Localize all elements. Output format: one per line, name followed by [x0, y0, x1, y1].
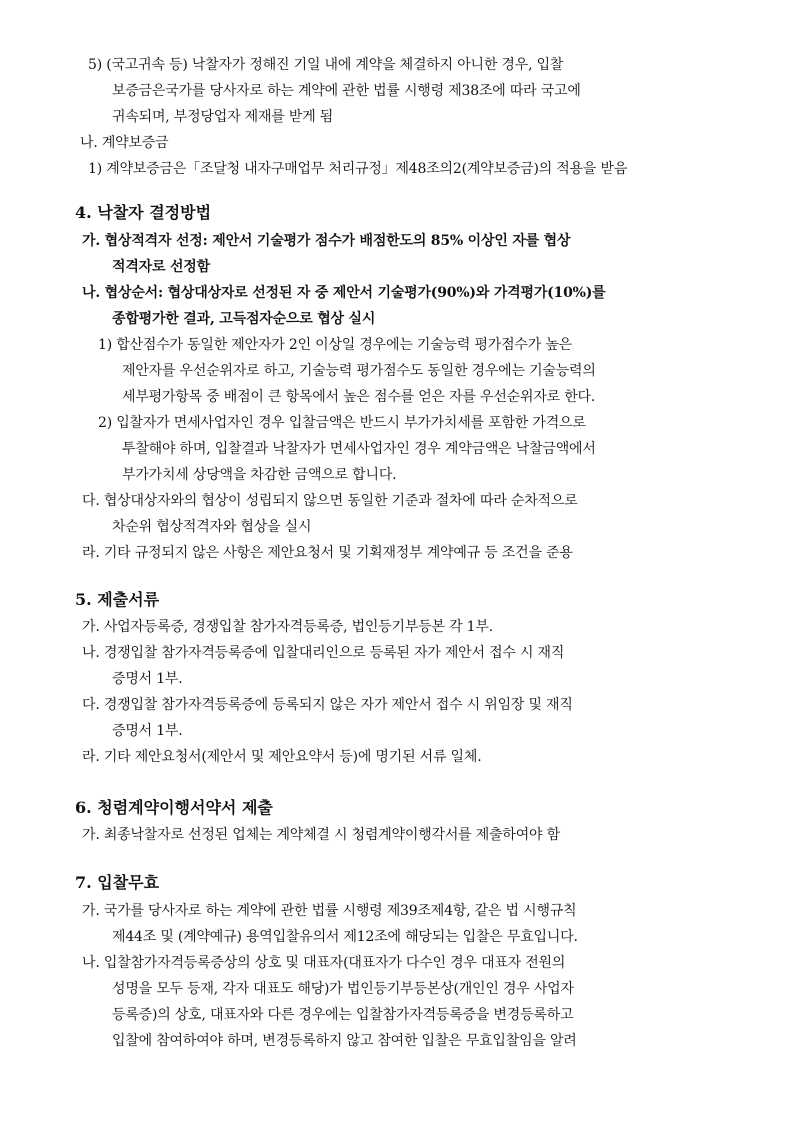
item-line: 종합평가한 결과, 고득점자순으로 협상 실시 [112, 311, 376, 327]
s7-na [82, 950, 577, 1054]
item-line: 나. 계약보증금 [80, 135, 169, 151]
s4-na-1 [98, 332, 596, 410]
item-line: 부가가치세 상당액을 차감한 금액으로 합니다. [122, 467, 397, 483]
item-line: 다. 경쟁입찰 참가자격등록증에 등록되지 않은 자가 제안서 접수 시 위임장 및 재직 [82, 697, 573, 713]
item-line: 세부평가항목 중 배점이 큰 항목에서 높은 점수를 얻은 자를 우선순위자로 한다. [122, 389, 596, 405]
section-6-heading: 6. 청렴계약이행서약서 제출 [75, 798, 273, 817]
item-line: 보증금은국가를 당사자로 하는 계약에 관한 법률 시행령 제38조에 따라 국고에 [112, 83, 581, 99]
s4-da [82, 488, 578, 540]
section-7-heading: 7. 입찰무효 [75, 873, 160, 892]
item-line: 가. 최종낙찰자로 선정된 업체는 계약체결 시 청렴계약이행각서를 제출하여야 함 [82, 827, 560, 843]
s5-ga [82, 614, 493, 640]
item-5-deposit-forfeit [88, 52, 581, 130]
item-line: 1) 계약보증금은「조달청 내자구매업무 처리규정」제48조의2(계약보증금)의 적용을 받음 [88, 161, 628, 177]
item-line: 1) 합산점수가 동일한 제안자가 2인 이상일 경우에는 기술능력 평가점수가 높은 [98, 337, 572, 353]
item-line: 나. 입찰참가자격등록증상의 상호 및 대표자(대표자가 다수인 경우 대표자 전원의 [82, 955, 566, 971]
sub-na-contract-deposit [80, 130, 168, 156]
s5-ra [82, 744, 481, 770]
item-line: 등록증)의 상호, 대표자와 다른 경우에는 입찰참가자격등록증을 변경등록하고 [112, 1007, 574, 1023]
item-line: 라. 기타 규정되지 않은 사항은 제안요청서 및 기획재정부 계약예규 등 조건을 준용 [82, 545, 573, 561]
item-line: 가. 국가를 당사자로 하는 계약에 관한 법률 시행령 제39조제4항, 같은 법 시행규칙 [82, 903, 577, 919]
item-line: 나. 협상순서: 협상대상자로 선정된 자 중 제안서 기술평가(90%)와 가격평가(10%)를 [82, 285, 606, 301]
item-line: 성명을 모두 등재, 각자 대표도 해당)가 법인등기부등본상(개인인 경우 사업자 [112, 981, 574, 997]
s4-ga [82, 228, 570, 280]
item-line: 5) (국고귀속 등) 낙찰자가 정해진 기일 내에 계약을 체결하지 아니한 경우, 입찰 [88, 57, 564, 73]
item-line: 다. 협상대상자와의 협상이 성립되지 않으면 동일한 기준과 절차에 따라 순차적으로 [82, 493, 578, 509]
s4-ra [82, 540, 573, 566]
item-1-contract-deposit [88, 156, 627, 182]
section-5-heading: 5. 제출서류 [75, 590, 160, 609]
item-line: 2) 입찰자가 면세사업자인 경우 입찰금액은 반드시 부가가치세를 포함한 가격으로 [98, 415, 586, 431]
s7-ga [82, 898, 578, 950]
section-4-heading: 4. 낙찰자 결정방법 [75, 203, 212, 222]
item-line: 가. 사업자등록증, 경쟁입찰 참가자격등록증, 법인등기부등본 각 1부. [82, 619, 493, 635]
s5-da [82, 692, 573, 744]
item-line: 차순위 협상적격자와 협상을 실시 [112, 519, 312, 535]
item-line: 투찰해야 하며, 입찰결과 낙찰자가 면세사업자인 경우 계약금액은 낙찰금액에서 [122, 441, 596, 457]
item-line: 입찰에 참여하여야 하며, 변경등록하지 않고 참여한 입찰은 무효입찰임을 알려 [112, 1033, 577, 1049]
item-line: 제44조 및 (계약예규) 용역입찰유의서 제12조에 해당되는 입찰은 무효입니다. [112, 929, 578, 945]
item-line: 증명서 1부. [112, 671, 183, 687]
item-line: 나. 경쟁입찰 참가자격등록증에 입찰대리인으로 등록된 자가 제안서 접수 시 재직 [82, 645, 565, 661]
item-line: 증명서 1부. [112, 723, 183, 739]
s4-na [82, 280, 606, 332]
item-line: 적격자로 선정함 [112, 259, 210, 275]
s4-na-2 [98, 410, 596, 488]
s5-na [82, 640, 564, 692]
item-line: 제안자를 우선순위자로 하고, 기술능력 평가점수도 동일한 경우에는 기술능력의 [122, 363, 596, 379]
item-line: 가. 협상적격자 선정: 제안서 기술평가 점수가 배점한도의 85% 이상인 자를 협상 [82, 233, 571, 249]
item-line: 라. 기타 제안요청서(제안서 및 제안요약서 등)에 명기된 서류 일체. [82, 749, 482, 765]
s6-ga [82, 822, 560, 848]
item-line: 귀속되며, 부정당업자 제재를 받게 됨 [112, 109, 334, 125]
